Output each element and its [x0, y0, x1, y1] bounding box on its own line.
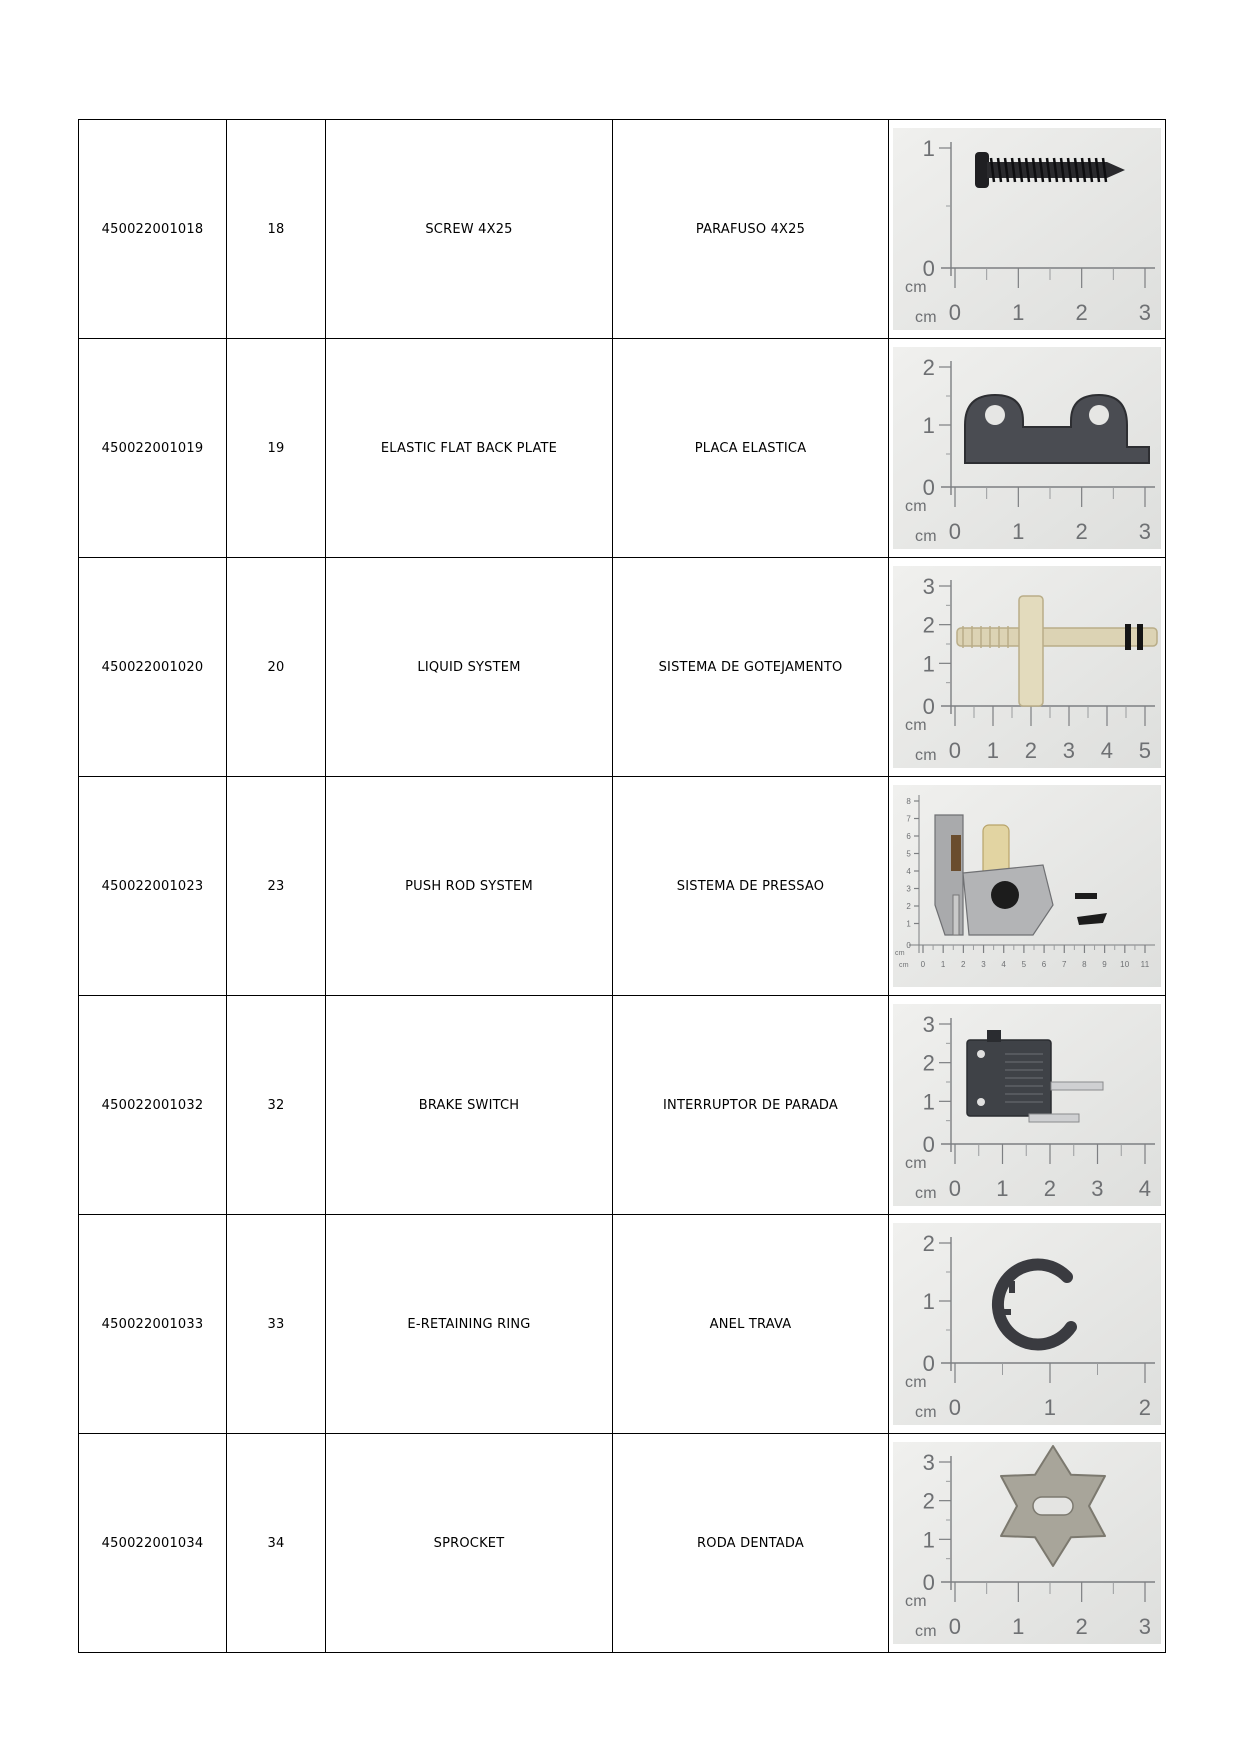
scale-label: 1: [1012, 300, 1025, 325]
scale-label: 2: [922, 1050, 935, 1076]
part-photo-cell: [889, 1215, 1166, 1434]
scale-label: 0: [948, 738, 962, 763]
part-photo-cell: [889, 777, 1166, 996]
pushrod-photo: [893, 785, 1161, 987]
scale-label: 1: [922, 1089, 935, 1115]
scale-unit-label: cm: [915, 747, 937, 764]
part-position: 20: [227, 558, 326, 777]
table-row: [79, 558, 1166, 777]
scale-label: 2: [906, 901, 911, 911]
parts-table: [78, 119, 1166, 1653]
scale-label: 0: [922, 474, 935, 500]
table-row: [79, 1215, 1166, 1434]
scale-label: 0: [948, 1395, 962, 1420]
scale-label: 4: [1100, 738, 1114, 763]
part-name-en: PUSH ROD SYSTEM: [326, 777, 613, 996]
part-position: 18: [227, 120, 326, 339]
scale-label: 1: [996, 1176, 1009, 1201]
scale-label: 2: [1075, 1614, 1088, 1639]
scale-unit-label: cm: [915, 1185, 937, 1202]
scale-label: 2: [1024, 738, 1038, 763]
part-code: 450022001018: [79, 120, 227, 339]
scale-label: 3: [1062, 738, 1076, 763]
table-row: [79, 777, 1166, 996]
part-code: 450022001032: [79, 996, 227, 1215]
scale-label: 2: [922, 612, 935, 638]
scale-label: 2: [922, 1488, 935, 1514]
scale-unit-label: cm: [905, 498, 927, 515]
sprocket-photo: [893, 1442, 1161, 1644]
part-position: 19: [227, 339, 326, 558]
part-position: 23: [227, 777, 326, 996]
scale-label: 8: [906, 796, 911, 806]
part-position: 34: [227, 1434, 326, 1653]
plate-photo: [893, 347, 1161, 549]
scale-label: 3: [1138, 1614, 1152, 1639]
part-name-pt: ANEL TRAVA: [613, 1215, 889, 1434]
scale-unit-label: cm: [915, 1623, 937, 1640]
part-name-pt: PLACA ELASTICA: [613, 339, 889, 558]
scale-label: 4: [1138, 1176, 1152, 1201]
scale-label: 1: [922, 1288, 935, 1314]
scale-label: 5: [1021, 960, 1027, 969]
scale-unit-label: cm: [905, 279, 927, 296]
scale-label: 3: [922, 573, 935, 599]
scale-label: 3: [922, 1011, 935, 1037]
part-position: 32: [227, 996, 326, 1215]
scale-label: 1: [986, 738, 1000, 763]
ring-photo: [893, 1223, 1161, 1425]
table-row: [79, 996, 1166, 1215]
scale-label: 7: [1061, 960, 1067, 969]
part-code: 450022001034: [79, 1434, 227, 1653]
scale-label: 3: [906, 884, 911, 894]
scale-label: 10: [1120, 960, 1130, 969]
part-name-en: SPROCKET: [326, 1434, 613, 1653]
scale-label: 0: [920, 960, 926, 969]
scale-label: 1: [906, 919, 911, 929]
scale-label: 2: [1138, 1395, 1152, 1420]
scale-unit-label: cm: [915, 528, 937, 545]
scale-label: 9: [1102, 960, 1107, 969]
scale-label: 0: [948, 300, 962, 325]
part-name-en: BRAKE SWITCH: [326, 996, 613, 1215]
scale-unit-label: cm: [905, 1155, 927, 1172]
scale-label: 2: [922, 1230, 935, 1256]
scale-label: 1: [940, 960, 946, 969]
part-name-pt: SISTEMA DE PRESSAO: [613, 777, 889, 996]
part-code: 450022001023: [79, 777, 227, 996]
switch-photo: [893, 1004, 1161, 1206]
part-name-pt: INTERRUPTOR DE PARADA: [613, 996, 889, 1215]
part-name-en: LIQUID SYSTEM: [326, 558, 613, 777]
scale-label: 3: [1138, 519, 1152, 544]
scale-unit-label: cm: [905, 1374, 927, 1391]
table-row: [79, 120, 1166, 339]
part-name-pt: RODA DENTADA: [613, 1434, 889, 1653]
scale-unit-label: cm: [915, 1404, 937, 1421]
scale-label: 2: [1043, 1176, 1057, 1201]
scale-label: 0: [922, 1569, 935, 1595]
scale-label: 0: [922, 693, 935, 719]
scale-label: 1: [1012, 1614, 1025, 1639]
part-photo-cell: [889, 558, 1166, 777]
scale-unit-label: cm: [905, 717, 927, 734]
part-code: 450022001019: [79, 339, 227, 558]
scale-label: 11: [1140, 960, 1150, 969]
scale-unit-label: cm: [899, 962, 909, 969]
table-row: [79, 1434, 1166, 1653]
scale-label: 0: [906, 940, 911, 950]
scale-label: 2: [1075, 519, 1088, 544]
scale-label: 3: [1091, 1176, 1104, 1201]
scale-label: 1: [922, 1527, 935, 1553]
part-code: 450022001020: [79, 558, 227, 777]
part-name-pt: SISTEMA DE GOTEJAMENTO: [613, 558, 889, 777]
nozzle-photo: [893, 566, 1161, 768]
scale-label: 5: [906, 849, 911, 859]
screw-photo: [893, 128, 1161, 330]
scale-label: 1: [922, 412, 935, 438]
scale-label: 0: [922, 1131, 935, 1157]
scale-label: 4: [1001, 960, 1007, 969]
scale-label: 0: [948, 1614, 962, 1639]
part-name-en: SCREW 4X25: [326, 120, 613, 339]
scale-label: 3: [922, 1449, 935, 1475]
part-code: 450022001033: [79, 1215, 227, 1434]
scale-label: 1: [1012, 519, 1025, 544]
table-row: [79, 339, 1166, 558]
part-photo-cell: [889, 120, 1166, 339]
scale-label: 2: [961, 960, 966, 969]
scale-label: 1: [922, 135, 935, 161]
part-name-en: ELASTIC FLAT BACK PLATE: [326, 339, 613, 558]
scale-label: 1: [922, 651, 935, 677]
part-name-en: E-RETAINING RING: [326, 1215, 613, 1434]
scale-unit-label: cm: [915, 309, 937, 326]
scale-unit-label: cm: [895, 950, 905, 957]
scale-label: 7: [906, 814, 911, 824]
scale-label: 0: [948, 1176, 962, 1201]
scale-label: 6: [906, 831, 911, 841]
part-photo-cell: [889, 996, 1166, 1215]
scale-label: 2: [1075, 300, 1088, 325]
part-position: 33: [227, 1215, 326, 1434]
scale-label: 3: [1138, 300, 1152, 325]
scale-label: 5: [1138, 738, 1152, 763]
scale-label: 8: [1082, 960, 1087, 969]
scale-label: 1: [1043, 1395, 1057, 1420]
scale-label: 3: [981, 960, 986, 969]
part-photo-cell: [889, 339, 1166, 558]
scale-label: 6: [1041, 960, 1047, 969]
part-name-pt: PARAFUSO 4X25: [613, 120, 889, 339]
scale-label: 0: [922, 255, 935, 281]
part-photo-cell: [889, 1434, 1166, 1653]
scale-label: 4: [906, 866, 911, 876]
scale-label: 0: [948, 519, 962, 544]
scale-label: 0: [922, 1350, 935, 1376]
scale-unit-label: cm: [905, 1593, 927, 1610]
scale-label: 2: [922, 354, 935, 380]
